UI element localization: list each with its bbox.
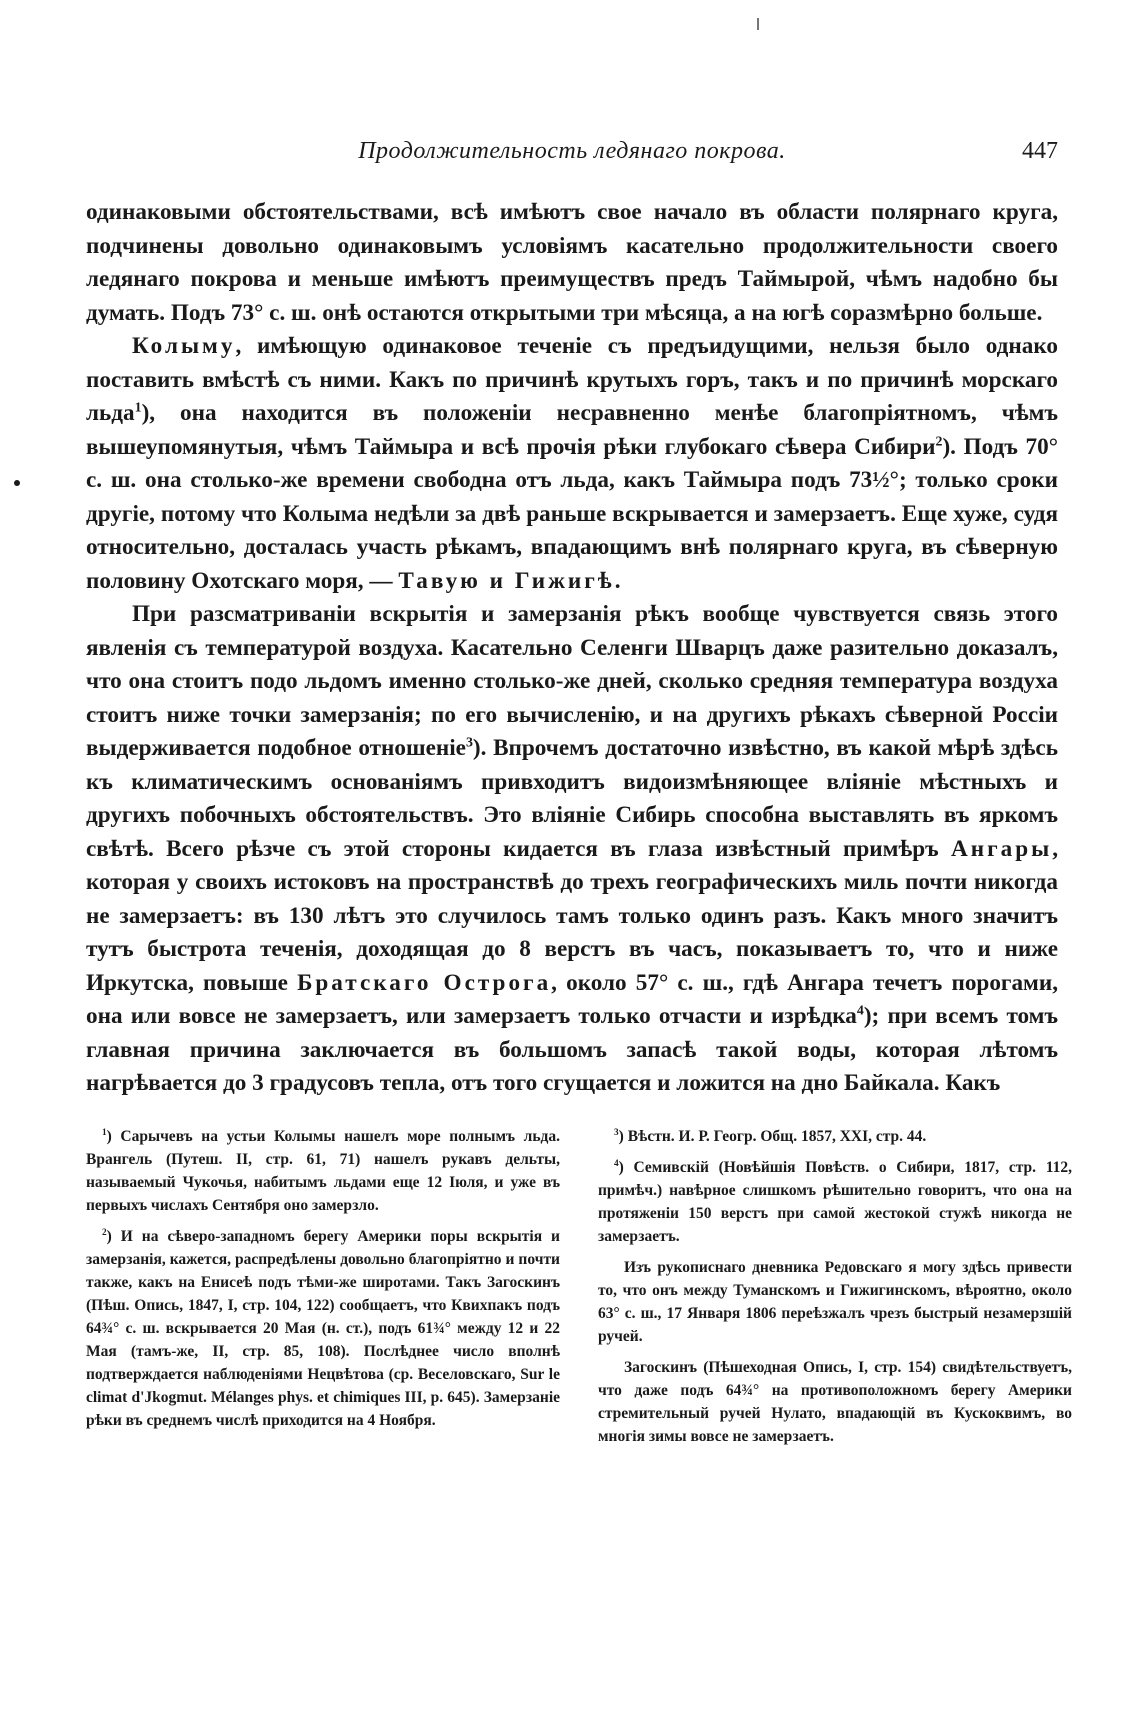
footnotes-right-column <box>598 1125 1072 1456</box>
footnote-1-mark: 1 <box>102 1127 107 1138</box>
footnote-1 <box>86 1125 560 1217</box>
footnote-ref-3: 3 <box>465 735 473 751</box>
paragraph-3 <box>86 598 1058 1101</box>
paragraph-3-text-e: ); при всемъ томъ главная причина заключается въ большомъ запасѣ такой воды, которая лѣтомъ нагрѣвается до 3 градусовъ тепла, отъ того сгущается и ложится на дно Байкала. Какъ <box>86 1003 1058 1096</box>
footnote-4 <box>598 1156 1072 1248</box>
footnote-4-note-b: Загоскинъ (Пѣшеходная Опись, I, стр. 154) свидѣтельствуетъ, что даже подъ 64¾° на противоположномъ берегу Америки стремительный ручей Нулато, впадающій въ Кускоквимъ, во многія зимы вовсе не замерзаетъ. <box>598 1359 1072 1445</box>
paragraph-2-text-b: ), она находится въ положеніи несравненно менѣе благопріятномъ, чѣмъ вышеупомянутыя, чѣмъ Таймыра и всѣ прочія рѣки глубокаго сѣвера Сибири <box>86 400 1058 460</box>
margin-dot <box>14 480 20 486</box>
footnotes <box>86 1125 1072 1525</box>
footnote-4-mark: 4 <box>614 1158 619 1169</box>
footnote-3-mark: 3 <box>614 1127 619 1138</box>
scan-mark <box>757 18 759 30</box>
page-header <box>86 138 1058 178</box>
running-title: Продолжительность ледянаго покрова. <box>358 138 786 164</box>
footnote-2-mark: 2 <box>102 1227 107 1238</box>
footnote-ref-2: 2 <box>935 433 943 449</box>
paragraph-1: одинаковыми обстоятельствами, всѣ имѣютъ свое начало въ области полярнаго круга, подчинены довольно одинаковымъ условіямъ касательно продолжительности своего ледянаго покрова и меньше имѣютъ преимуществъ предъ Таймырой, чѣмъ надобно бы думать. Подъ 73° с. ш. онѣ остаются открытыми три мѣсяца, а на югѣ соразмѣрно больше. <box>86 199 1058 326</box>
footnote-2-text: ) И на сѣверо-западномъ берегу Америки поры вскрытія и замерзанія, кажется, распредѣлены довольно благопріятно и почти также, какъ на Енисеѣ подъ тѣми-же широтами. Такъ Загоскинъ (Пѣш. Опись, 1847, I, стр. 104, 122) сообщаетъ, что Квихпакъ подъ 64¾° с. ш. вскрывается 20 Мая (н. ст.), подъ 61¾° между 12 и 22 Мая (тамъ-же, II, стр. 85, 108). Послѣднее число вполнѣ подтверждается наблюденіями Нецвѣтова (ср. Веселовскаго, Sur le climat d'Jkogmut. Mélanges phys. et chimiques III, p. 645). Замерзаніе рѣки въ среднемъ числѣ приходится на 4 Ноября. <box>86 1228 560 1429</box>
paragraph-2-text-c: ). Подъ 70° с. ш. она столько-же времени свободна отъ льда, какъ Таймыра подъ 73½°; только сроки другіе, потому что Колыма недѣли за двѣ раньше вскрывается и замерзаетъ. Еще хуже, судя относительно, досталась участь рѣкамъ, впадающимъ внѣ полярнаго круга, въ сѣверную половину Охотскаго моря, — <box>86 433 1058 594</box>
river-names-tavuya-gizhiga: Тавую и Гижигѣ <box>398 567 615 594</box>
footnote-4-text: ) Семивскій (Новѣйшія Повѣств. о Сибири, 1817, стр. 112, примѣч.) навѣрное слишкомъ рѣшительно говоритъ, что она на протяженіи 150 верстъ при самой жестокой стужѣ никогда не замерзаетъ. <box>598 1159 1072 1245</box>
footnote-ref-4: 4 <box>856 1003 864 1019</box>
paragraph-2-text-a: , имѣющую одинаковое теченіе съ предъидущими, нельзя было однако поставить вмѣстѣ съ ними. Какъ по причинѣ крутыхъ горъ, такъ и по причинѣ морскаго льда <box>86 333 1058 426</box>
page-number: 447 <box>1022 138 1058 164</box>
place-name-bratsk: Братскаго Острога <box>297 969 552 996</box>
footnote-ref-1: 1 <box>134 400 142 416</box>
paragraph-3-text-b: ). Впрочемъ достаточно извѣстно, въ какой мѣрѣ здѣсь къ климатическимъ основаніямъ привходитъ видоизмѣняющее вліяніе мѣстныхъ и другихъ побочныхъ обстоятельствъ. Это вліяніе Сибирь способна выставлять въ яркомъ свѣтѣ. Всего рѣзче съ этой стороны кидается въ глаза извѣстный примѣръ <box>86 735 1058 862</box>
paragraph-3-text-d: , около 57° с. ш., гдѣ Ангара течетъ порогами, она или вовсе не замерзаетъ, или замерзаетъ только отчасти и изрѣдка <box>86 969 1058 1029</box>
river-name-kolyma: Колыму <box>132 333 236 359</box>
river-name-angara: Ангары <box>950 835 1053 862</box>
paragraph-2 <box>86 330 1058 598</box>
paragraph-3-text-a: При разсматриваніи вскрытія и замерзанія рѣкъ вообще чувствуется связь этого явленія съ температурой воздуха. Касательно Селенги Шварцъ даже разительно доказалъ, что она стоитъ подо льдомъ именно столько-же дней, сколько средняя температура воздуха стоитъ ниже точки замерзанія; по его вычисленію, и на другихъ рѣкахъ сѣверной Россіи выдерживается подобное отношеніе <box>86 601 1058 761</box>
footnote-3 <box>598 1125 1072 1148</box>
footnotes-left-column <box>86 1125 560 1440</box>
paragraph-2-end: . <box>614 567 621 594</box>
footnote-3-text: ) Вѣстн. И. Р. Геогр. Общ. 1857, XXI, стр. 44. <box>618 1128 927 1145</box>
footnote-2 <box>86 1225 560 1432</box>
footnote-4-note-a: Изъ рукописнаго дневника Редовскаго я могу здѣсь привести то, что онъ между Туманскомъ и Гижигинскомъ, вѣроятно, около 63° с. ш., 17 Января 1806 переѣзжалъ чрезъ быстрый незамерзшій ручей. <box>598 1259 1072 1345</box>
paragraph-3-text-c: , которая у своихъ истоковъ на пространствѣ до трехъ географическихъ миль почти никогда не замерзаетъ: въ 130 лѣтъ это случилось тамъ только одинъ разъ. Какъ много значитъ тутъ быстрота теченія, доходящая до 8 верстъ въ часъ, показываетъ то, что и ниже Иркутска, повыше <box>86 835 1058 996</box>
footnote-1-text: ) Сарычевъ на устьи Колымы нашелъ море полнымъ льда. Врангель (Путеш. II, стр. 61, 71) нашелъ рукавъ дельты, называемый Чукочья, набитымъ льдами еще 12 Іюля, и уже въ первыхъ числахъ Сентября оно замерзло. <box>86 1128 560 1214</box>
main-text <box>86 196 1058 1101</box>
